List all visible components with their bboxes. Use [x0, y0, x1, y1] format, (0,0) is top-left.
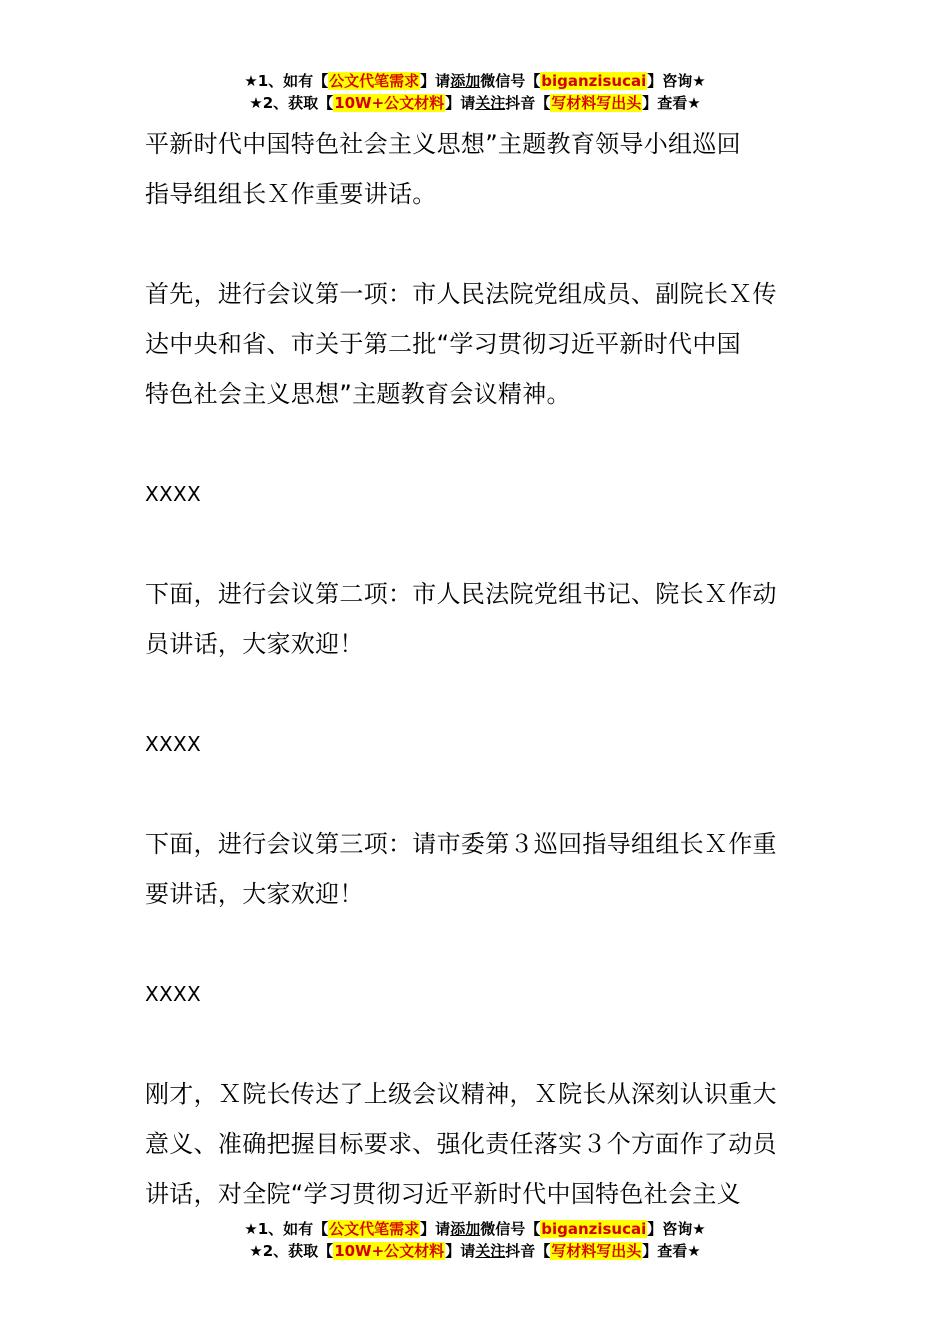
- paragraph-gap: [145, 519, 810, 569]
- banner-wechat-id: biganzisucai: [541, 1220, 647, 1238]
- banner-line-1-suffix: 】咨询★: [647, 1220, 706, 1238]
- paragraph-3: [145, 569, 810, 669]
- banner-line-1-mid: 】请: [420, 1220, 451, 1238]
- paragraph-gap: [145, 919, 810, 969]
- text-line: 要讲话，大家欢迎！: [145, 880, 364, 908]
- banner-line-1-mid: 】请: [420, 72, 451, 90]
- paragraph-gap: [145, 669, 810, 719]
- banner-line-2-mid2: 抖音【: [505, 1242, 551, 1260]
- banner-line-2-suffix: 】查看★: [642, 94, 701, 112]
- banner-materials-highlight: 10W+公文材料: [334, 1242, 445, 1260]
- placeholder-xxxx-2: XXXX: [145, 732, 202, 756]
- text-line: 员讲话，大家欢迎！: [145, 630, 364, 658]
- text-line: 下面，进行会议第三项：请市委第３巡回指导组组长Ｘ作重: [145, 830, 777, 858]
- banner-line-1: [0, 1218, 950, 1240]
- banner-line-1-prefix: ★1、如有【: [244, 72, 329, 90]
- banner-follow-emphasis: 关注: [475, 94, 506, 112]
- banner-wechat-id: biganzisucai: [541, 72, 647, 90]
- paragraph-1: [145, 119, 810, 219]
- paragraph-gap: [145, 219, 810, 269]
- placeholder-xxxx-3: XXXX: [145, 982, 202, 1006]
- banner-douyin-id: 写材料写出头: [551, 1242, 642, 1260]
- banner-line-1: [0, 70, 950, 92]
- paragraph-4: [145, 819, 810, 919]
- banner-service-highlight: 公文代笔需求: [329, 1220, 420, 1238]
- banner-line-1-suffix: 】咨询★: [647, 72, 706, 90]
- paragraph-gap: [145, 419, 810, 469]
- banner-line-2: [0, 92, 950, 114]
- banner-add-emphasis: 添加: [450, 72, 481, 90]
- banner-line-1-mid2: 微信号【: [480, 72, 541, 90]
- banner-line-2-mid2: 抖音【: [505, 94, 551, 112]
- text-line: 平新时代中国特色社会主义思想”主题教育领导小组巡回: [145, 130, 741, 158]
- banner-add-emphasis: 添加: [450, 1220, 481, 1238]
- banner-follow-emphasis: 关注: [475, 1242, 506, 1260]
- banner-line-2-prefix: ★2、获取【: [249, 94, 334, 112]
- paragraph-2: [145, 269, 810, 419]
- text-line: 下面，进行会议第二项：市人民法院党组书记、院长Ｘ作动: [145, 580, 777, 608]
- header-banner: [0, 70, 950, 114]
- banner-materials-highlight: 10W+公文材料: [334, 94, 445, 112]
- banner-line-1-mid2: 微信号【: [480, 1220, 541, 1238]
- banner-line-2-prefix: ★2、获取【: [249, 1242, 334, 1260]
- banner-line-2-suffix: 】查看★: [642, 1242, 701, 1260]
- paragraph-5: [145, 1069, 810, 1219]
- banner-service-highlight: 公文代笔需求: [329, 72, 420, 90]
- text-line: 特色社会主义思想”主题教育会议精神。: [145, 380, 571, 408]
- text-line: 首先，进行会议第一项：市人民法院党组成员、副院长Ｘ传: [145, 280, 777, 308]
- paragraph-gap: [145, 1019, 810, 1069]
- text-line: 达中央和省、市关于第二批“学习贯彻习近平新时代中国: [145, 330, 741, 358]
- placeholder-xxxx-1: XXXX: [145, 482, 202, 506]
- banner-line-2: [0, 1240, 950, 1262]
- text-line: 刚才，Ｘ院长传达了上级会议精神，Ｘ院长从深刻认识重大: [145, 1080, 777, 1108]
- document-body: [145, 119, 810, 1219]
- text-line: 讲话，对全院“学习贯彻习近平新时代中国特色社会主义: [145, 1180, 741, 1208]
- banner-line-1-prefix: ★1、如有【: [244, 1220, 329, 1238]
- paragraph-gap: [145, 769, 810, 819]
- banner-line-2-mid: 】请: [445, 1242, 476, 1260]
- banner-douyin-id: 写材料写出头: [551, 94, 642, 112]
- banner-line-2-mid: 】请: [445, 94, 476, 112]
- footer-banner: [0, 1218, 950, 1262]
- text-line: 指导组组长Ｘ作重要讲话。: [145, 180, 437, 208]
- text-line: 意义、准确把握目标要求、强化责任落实３个方面作了动员: [145, 1130, 777, 1158]
